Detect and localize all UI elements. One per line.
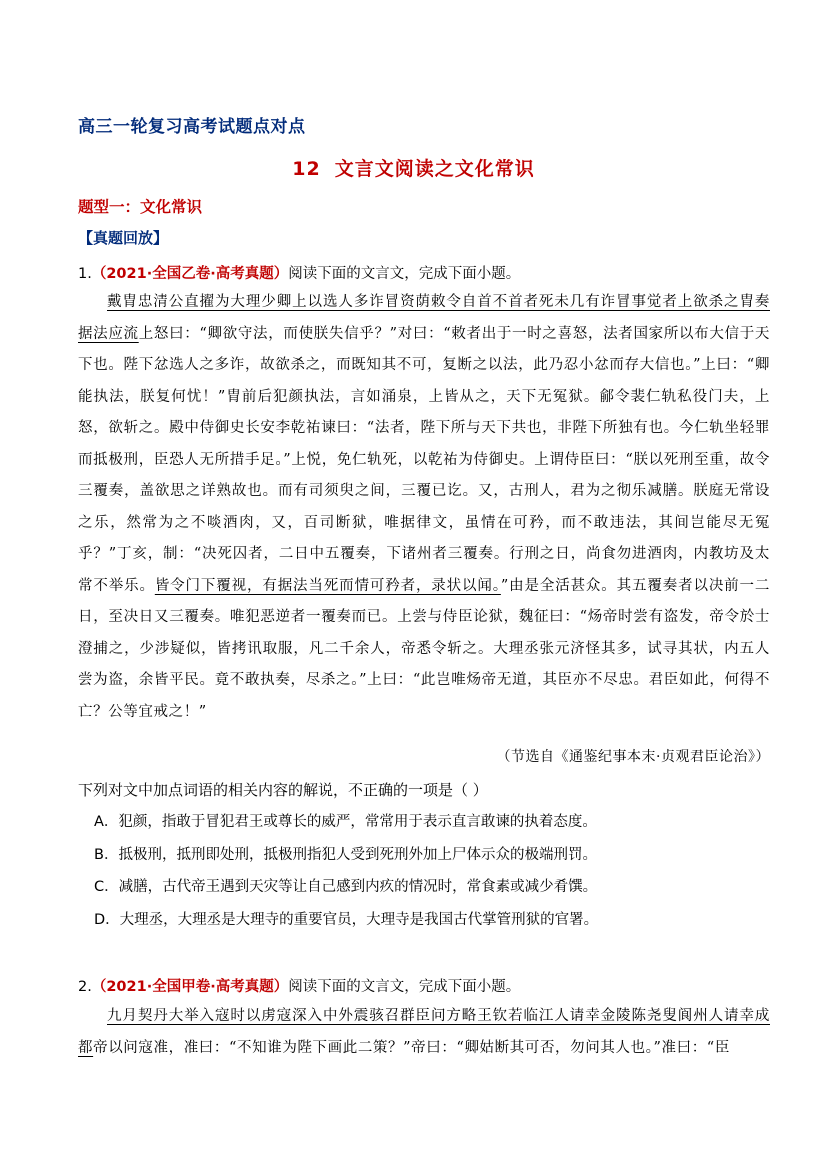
passage-1-text-2: ”由是全活甚众。其五覆奏者以决前一二日，至决日又三覆奏。唯犯恶逆者一覆奏而已。上尝与侍臣论狱，魏征曰：“炀帝时尝有盗发，帝令於士澄捕之，少涉疑似，皆拷讯取服，凡二千余人，帝悉令斩之。大理丞张元济怪其多，试寻其状，内五人尝为盗，余皆平民。竟不敢执奏，尽杀之。”上曰：“此岂唯炀帝无道，其臣亦不尽忠。君臣如此，何得不亡？公等宜戒之！”: [78, 577, 770, 720]
passage-1-underlined-sentence: 戴胄忠清公直擢为大理少卿上以选人多诈冒资荫敕令自首不首者死未几有诈冒事觉者上欲杀之胄奏据法应流: [78, 294, 770, 342]
passage-1-source-note: （节选自《通鉴纪事本末·贞观君臣论治》）: [496, 749, 770, 765]
passage-1-underlined-sentence-2: 皆令门下覆视，有据法当死而情可矜者，录状以闻。: [154, 577, 501, 594]
question-2-source: （2021·全国甲卷·高考真题）: [91, 979, 289, 995]
question-1-header: [78, 262, 520, 283]
question-2-instruction: 阅读下面的文言文，完成下面小题。: [288, 979, 521, 995]
question-1-options: [94, 812, 598, 942]
question-1-source: （2021·全国乙卷·高考真题）: [91, 266, 289, 282]
passage-1: [78, 287, 770, 728]
title-number: 12: [292, 158, 321, 180]
passage-2-text: 帝以问寇准，准曰：“不知谁为陛下画此二策？”帝曰：“卿姑断其可否，勿问其人也。”准曰：“臣: [93, 1039, 730, 1056]
question-2-number: 2.: [78, 979, 92, 995]
section-tag: 【真题回放】: [78, 229, 169, 247]
option-b[interactable]: B．抵极刑，抵刑即处刑，抵极刑指犯人受到死刑外加上尸体示众的极端刑罚。: [94, 846, 597, 863]
page-title: [0, 154, 827, 181]
passage-2-underlined-sentence: 九月契丹大举入寇时以虏寇深入中外震骇召群臣问方略王钦若临江人请幸金陵陈尧叟阆州人请幸成都: [78, 1008, 770, 1056]
series-title: 高三一轮复习高考试题点对点: [78, 117, 306, 137]
title-text: 文言文阅读之文化常识: [334, 158, 535, 180]
question-2-header: [78, 975, 520, 996]
option-c[interactable]: C．减膳，古代帝王遇到天灾等让自己感到内疚的情况时，常食素或减少肴馔。: [94, 879, 598, 895]
section-heading: 题型一：文化常识: [78, 198, 203, 216]
question-1-number: 1.: [78, 266, 92, 282]
passage-1-text: 上怒曰：“卿欲守法，而使朕失信乎？”对曰：“敕者出于一时之喜怒，法者国家所以布大信于天下也。陛下忿选人之多诈，故欲杀之，而既知其不可，复断之以法，此乃忍小忿而存大信也。”上曰：“卿能执法，朕复何忧！”胄前后犯颜执法，言如涌泉，上皆从之，天下无冤狱。鄃令裴仁轨私役门夫，上怒，欲斩之。殿中侍御史长安李乾祐谏曰：“法者，陛下所与天下共也，非陛下所独有也。今仁轨坐轻罪而抵极刑，臣恐人无所措手足。”上悦，免仁轨死，以乾祐为侍御史。上谓侍臣曰：“朕以死刑至重，故令三覆奏，盖欲思之详熟故也。而有司须臾之间，三覆已讫。又，古刑人，君为之彻乐减膳。朕庭无常设之乐，然常为之不啖酒肉，又，百司断狱，唯据律文，虽情在可矜，而不敢违法，其间岂能尽无冤乎？”丁亥，制：“决死囚者，二日中五覆奏，下诸州者三覆奏。行刑之日，尚食勿进酒肉，内教坊及太常不举乐。: [78, 325, 770, 594]
question-1-instruction: 阅读下面的文言文，完成下面小题。: [288, 266, 521, 282]
option-a[interactable]: A．犯颜，指敢于冒犯君王或尊长的威严，常常用于表示直言敢谏的执着态度。: [94, 814, 597, 830]
question-1-stem: 下列对文中加点词语的相关内容的解说，不正确的一项是（ ）: [78, 781, 488, 799]
passage-2: [78, 1001, 770, 1064]
passage-1-paragraph: [78, 287, 770, 728]
passage-2-paragraph: [78, 1001, 770, 1064]
option-d[interactable]: D．大理丞，大理丞是大理寺的重要官员，大理寺是我国古代掌管刑狱的官署。: [94, 911, 599, 928]
